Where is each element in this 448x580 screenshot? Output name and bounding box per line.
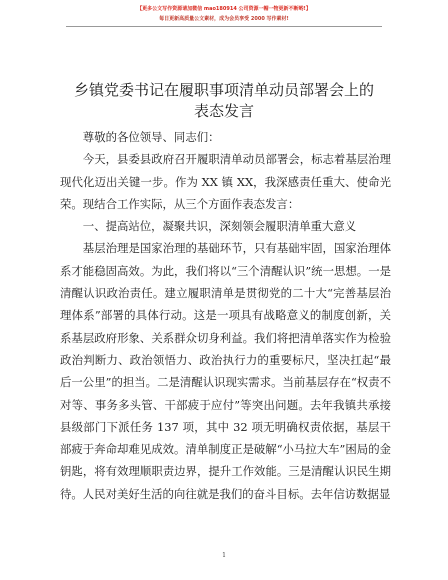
document-body [60,126,391,505]
document-title-line-2: 表态发言 [193,102,254,120]
banner-divider [66,26,382,27]
promo-banner-line-2: 每日更新高质量公文素材，成为会员享受 2000 写作素材! [159,16,289,22]
promo-banner [0,4,448,24]
document-title [0,80,448,122]
section-heading-1: 一、提高站位，凝聚共识，深刻领会履职清单重大意义 [82,219,357,234]
promo-banner-line-1: 【更多公文写作资源请加微信 mao180914 公司资源一帽一物更新不断哟!】 [137,6,311,12]
document-title-line-1: 乡镇党委书记在履职事项清单动员部署会上的 [73,81,374,99]
paragraph-section-1: 基层治理是国家治理的基础环节，只有基础牢固，国家治理体系才能稳固高效。为此，我们将以“三个清醒认识”统一思想。一是清醒认识政治责任。建立履职清单是贯彻党的二十大“完善基层治理体系”部署的具体行动。这是一项具有战略意义的制度创新，关系基层政府形象、关系群众切身利益。我们将把清单落实作为检验政治判断力、政治领悟力、政治执行力的重要标尺，坚决扛起“最后一公里”的担当。二是清醒认识现实需求。当前基层存在“权责不对等、事务多头管、干部疲于应付”等突出问题。去年我镇共承接县级部门下派任务 137 项，其中 32 项无明确权责依据，基层干部疲于奔命却难见成效。清单制度正是破解“小马拉大车”困局的金钥匙，将有效理顺职责边界，提升工作效能。三是清醒认识民生期待。人民对美好生活的向往就是我们的奋斗目标。去年信访数据显 [60,241,391,501]
page-number: 1 [222,552,226,559]
greeting: 尊敬的各位领导、同志们： [82,130,220,144]
paragraph-intro: 今天，县委县政府召开履职清单动员部署会，标志着基层治理现代化迈出关键一步。作为 XX 镇 XX，我深感责任重大、使命光荣。现结合工作实际，从三个方面作表态发言： [60,152,391,211]
